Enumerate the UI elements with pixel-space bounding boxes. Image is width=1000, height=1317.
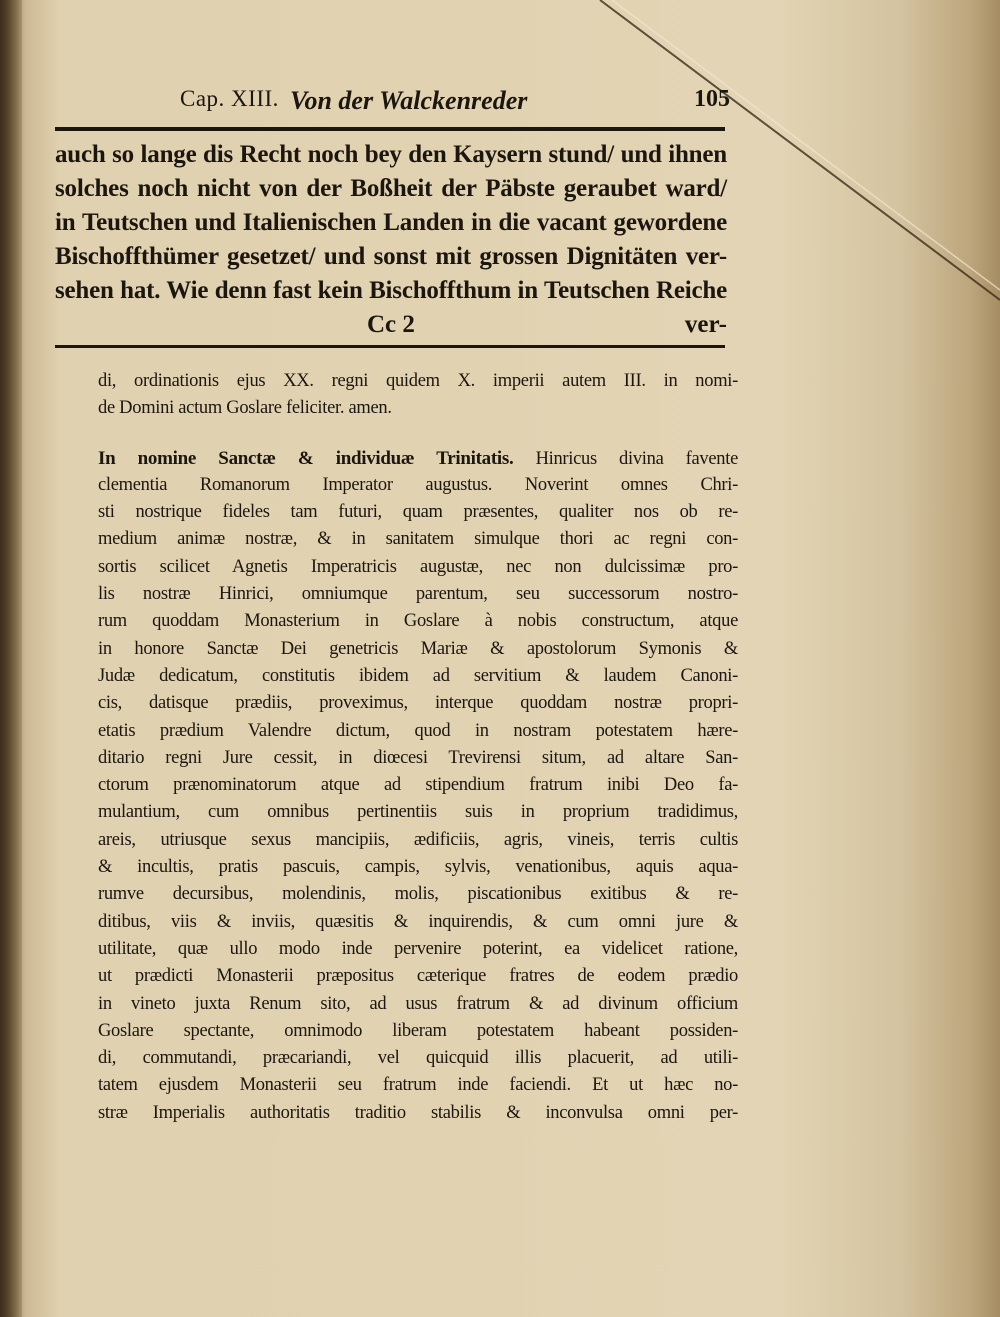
section-rule [55, 345, 725, 348]
latin-line: areis, utriusque sexus mancipiis, ædificiis, agris, vineis, terris cultis [98, 829, 738, 850]
latin-line: Judæ dedicatum, constitutis ibidem ad servitium & laudem Canoni- [98, 665, 738, 686]
latin-line: ditibus, viis & inviis, quæsitis & inquirendis, & cum omni jure & [98, 911, 738, 932]
running-title: Von der Walckenreder [290, 86, 528, 115]
signature-line [55, 308, 727, 342]
chapter-number: Cap. XIII. [180, 86, 279, 111]
latin-line: ut prædicti Monasterii præpositus cæterique fratres de eodem prædio [98, 966, 738, 987]
latin-line: ditario regni Jure cessit, in diœcesi Trevirensi situm, ad altare San- [98, 747, 738, 768]
latin-line: sortis scilicet Agnetis Imperatricis augustæ, nec non dulcissimæ pro- [98, 556, 738, 577]
latin-text-block [98, 368, 738, 1127]
latin-line: di, ordinationis ejus XX. regni quidem X. imperii autem III. in nomi- [98, 371, 738, 391]
page-number: 105 [694, 86, 730, 112]
latin-line: & incultis, pratis pascuis, campis, sylvis, venationibus, aquis aqua- [98, 857, 738, 878]
charter-opening-line [98, 445, 738, 472]
latin-line: de Domini actum Goslare feliciter. amen. [98, 398, 392, 419]
latin-line: in honore Sanctæ Dei genetricis Mariæ & apostolorum Symonis & [98, 638, 738, 659]
latin-line: stræ Imperialis authoritatis traditio stabilis & inconvulsa omni per- [98, 1102, 738, 1123]
latin-line: tatem ejusdem Monasterii seu fratrum inde faciendi. Et ut hæc no- [98, 1075, 738, 1096]
latin-line: lis nostræ Hinrici, omniumque parentum, seu successorum nostro- [98, 584, 738, 605]
german-text-block [55, 138, 727, 342]
latin-line: Goslare spectante, omnimodo liberam potestatem habeant possiden- [98, 1020, 738, 1041]
german-line: auch so lange dis Recht noch bey den Kaysern stund/ und ihnen [55, 141, 727, 168]
signature-mark: Cc 2 [367, 311, 415, 338]
german-line: in Teutschen und Italienischen Landen in die vacant gewordene [55, 209, 727, 236]
latin-line: utilitate, quæ ullo modo inde pervenire poterint, ea videlicet ratione, [98, 938, 738, 959]
latin-line: di, commutandi, præcariandi, vel quicquid illis placuerit, ad utili- [98, 1048, 738, 1069]
german-line: sehen hat. Wie denn fast kein Bischoffthum in Teutschen Reiche [55, 277, 727, 304]
invocation: In nomine Sanctæ & individuæ Trinitatis. [98, 447, 514, 469]
latin-line: clementia Romanorum Imperator augustus. Noverint omnes Chri- [98, 474, 738, 495]
latin-line: cis, datisque prædiis, proveximus, interque quoddam nostræ propri- [98, 693, 738, 714]
latin-line: mulantium, cum omnibus pertinentiis suis in proprium tradidimus, [98, 802, 738, 823]
charter-opening-rest: Hinricus divina favente [535, 448, 738, 469]
catchword: ver- [684, 311, 727, 338]
latin-line: etatis prædium Valendre dictum, quod in nostram potestatem hære- [98, 720, 738, 741]
latin-line: rum quoddam Monasterium in Goslare à nobis constructum, atque [98, 611, 738, 632]
german-line: solches noch nicht von der Boßheit der Päbste geraubet ward/ [55, 175, 727, 202]
latin-line: sti nostrique fideles tam futuri, quam præsentes, qualiter nos ob re- [98, 502, 738, 523]
paragraph-gap [98, 423, 738, 445]
latin-line: ctorum prænominatorum atque ad stipendium fratrum inibi Deo fa- [98, 775, 738, 796]
latin-line: medium animæ nostræ, & in sanitatem simulque thori ac regni con- [98, 529, 738, 550]
latin-line: rumve decursibus, molendinis, molis, piscationibus exitibus & re- [98, 884, 738, 905]
german-line: Bischoffthümer gesetzet/ und sonst mit grossen Dignitäten ver- [55, 243, 727, 270]
running-head [180, 86, 740, 126]
latin-line: in vineto juxta Renum sito, ad usus fratrum & ad divinum officium [98, 993, 738, 1014]
header-rule [55, 127, 725, 131]
